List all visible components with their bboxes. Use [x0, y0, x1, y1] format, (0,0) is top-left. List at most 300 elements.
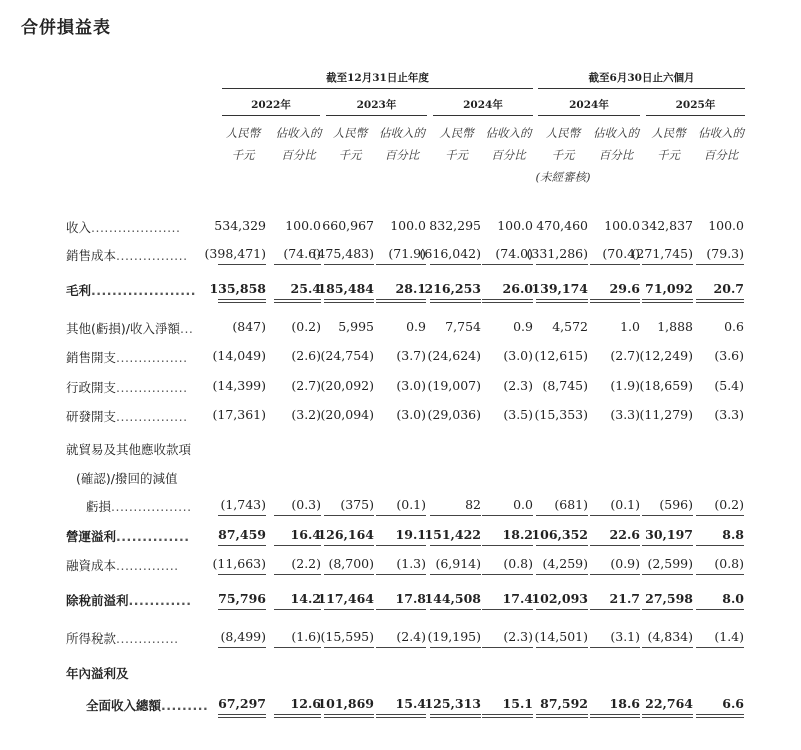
column-subheader	[694, 122, 748, 166]
table-cell: (24,624)	[427, 348, 481, 363]
cell-underline	[590, 574, 640, 575]
cell-underline	[696, 545, 744, 546]
table-cell: 17.4	[502, 591, 533, 606]
cell-underline	[482, 714, 533, 715]
table-cell: 17.8	[395, 591, 426, 606]
table-cell: (0.2)	[291, 319, 321, 334]
table-cell: 21.7	[609, 591, 640, 606]
cell-underline	[536, 302, 588, 303]
cell-underline	[482, 717, 533, 718]
table-cell: 216,253	[424, 281, 481, 296]
table-cell: (71.9)	[388, 246, 426, 261]
column-subheader-line: 佔收入的	[485, 126, 532, 140]
dot-leader: ................	[116, 409, 188, 424]
cell-underline	[430, 515, 481, 516]
column-subheader-line: 人民幣	[545, 126, 581, 140]
cell-underline	[536, 609, 588, 610]
group-underline	[222, 88, 533, 89]
cell-underline	[590, 647, 640, 648]
column-subheader	[272, 122, 325, 166]
cell-underline	[218, 714, 266, 715]
dot-leader: ....................	[91, 220, 181, 235]
column-subheader-line: 佔收入的	[593, 126, 639, 140]
table-cell: (19,007)	[427, 378, 481, 393]
cell-underline	[696, 264, 744, 265]
cell-underline	[696, 302, 744, 303]
table-cell: 18.2	[502, 527, 533, 542]
cell-underline	[274, 264, 321, 265]
cell-underline	[430, 299, 481, 300]
cell-underline	[536, 515, 588, 516]
row-label	[76, 469, 226, 487]
cell-underline	[218, 647, 266, 648]
cell-underline	[696, 609, 744, 610]
table-cell: 139,174	[531, 281, 588, 296]
year-header: 2023年	[356, 99, 397, 111]
table-cell: 100.0	[604, 218, 640, 233]
table-cell: 660,967	[322, 218, 374, 233]
cell-underline	[642, 545, 693, 546]
table-cell: (29,036)	[427, 407, 481, 422]
table-cell: (0.1)	[396, 497, 426, 512]
cell-underline	[274, 302, 321, 303]
table-cell: (2.4)	[396, 629, 426, 644]
cell-underline	[482, 302, 533, 303]
cell-underline	[376, 717, 426, 718]
row-label-text: 行政開支	[66, 380, 117, 395]
table-cell: (17,361)	[212, 407, 266, 422]
year-header: 2025年	[675, 99, 716, 111]
row-label	[66, 629, 216, 647]
table-cell: (14,399)	[212, 378, 266, 393]
cell-underline	[642, 647, 693, 648]
cell-underline	[324, 264, 374, 265]
cell-underline	[324, 609, 374, 610]
table-cell: 101,869	[317, 696, 374, 711]
table-cell: (1.6)	[291, 629, 321, 644]
cell-underline	[590, 515, 640, 516]
cell-underline	[274, 574, 321, 575]
table-cell: (2.7)	[291, 378, 321, 393]
row-label	[66, 407, 216, 425]
cell-underline	[590, 264, 640, 265]
cell-underline	[642, 515, 693, 516]
cell-underline	[376, 299, 426, 300]
table-cell: (3.0)	[503, 348, 533, 363]
dot-leader: ............	[128, 593, 192, 608]
dot-leader: ...	[179, 321, 194, 336]
table-cell: (3.5)	[503, 407, 533, 422]
dot-leader: .........	[161, 698, 209, 713]
cell-underline	[536, 717, 588, 718]
cell-underline	[376, 647, 426, 648]
cell-underline	[590, 717, 640, 718]
cell-underline	[376, 545, 426, 546]
table-cell: 8.0	[722, 591, 744, 606]
table-cell: (847)	[232, 319, 266, 334]
row-label-text: 虧損	[86, 499, 112, 514]
table-cell: (4,259)	[542, 556, 588, 571]
row-label	[66, 246, 216, 264]
table-cell: (11,663)	[212, 556, 266, 571]
table-cell: (0.1)	[610, 497, 640, 512]
cell-underline	[482, 574, 533, 575]
cell-underline	[218, 717, 266, 718]
table-cell: (12,249)	[639, 348, 693, 363]
cell-underline	[324, 717, 374, 718]
table-cell: 151,422	[424, 527, 481, 542]
table-cell: (1,743)	[220, 497, 266, 512]
table-cell: 8.8	[722, 527, 744, 542]
row-label	[66, 281, 216, 299]
table-cell: (375)	[340, 497, 374, 512]
table-cell: 342,837	[641, 218, 693, 233]
row-label-text: (確認)/撥回的減值	[76, 471, 178, 486]
table-cell: (681)	[554, 497, 588, 512]
column-subheader-line: 千元	[657, 148, 680, 162]
column-subheader-line: 佔收入的	[698, 126, 744, 140]
table-cell: (19,195)	[427, 629, 481, 644]
dot-leader: ................	[116, 380, 188, 395]
table-cell: (2.2)	[291, 556, 321, 571]
table-cell: (2.7)	[610, 348, 640, 363]
table-cell: (271,745)	[631, 246, 693, 261]
column-subheader	[322, 122, 378, 166]
table-cell: (74.6)	[283, 246, 321, 261]
table-cell: 102,093	[531, 591, 588, 606]
table-cell: 67,297	[218, 696, 266, 711]
table-cell: (14,501)	[534, 629, 588, 644]
table-cell: 117,464	[317, 591, 374, 606]
table-cell: 12.6	[290, 696, 321, 711]
row-label	[66, 527, 216, 545]
cell-underline	[324, 574, 374, 575]
column-subheader	[374, 122, 430, 166]
table-cell: 100.0	[390, 218, 426, 233]
column-subheader-line: 人民幣	[332, 126, 368, 140]
table-cell: 1.0	[620, 319, 640, 334]
table-cell: 100.0	[497, 218, 533, 233]
table-cell: (2.3)	[503, 629, 533, 644]
table-cell: 106,352	[531, 527, 588, 542]
column-subheader	[534, 122, 592, 188]
dot-leader: ................	[116, 248, 188, 263]
cell-underline	[696, 299, 744, 300]
row-label	[66, 378, 216, 396]
cell-underline	[590, 714, 640, 715]
cell-underline	[324, 714, 374, 715]
cell-underline	[274, 647, 321, 648]
dot-leader: ................	[116, 350, 188, 365]
table-cell: (398,471)	[204, 246, 266, 261]
row-label-text: 全面收入總額	[86, 698, 162, 713]
period-group-header: 截至12月31日止年度	[326, 72, 429, 84]
year-underline	[646, 115, 745, 116]
column-subheader-line: 百分比	[384, 148, 420, 162]
table-cell: 0.0	[513, 497, 533, 512]
year-underline	[433, 115, 533, 116]
column-subheader-line: 百分比	[703, 148, 739, 162]
table-cell: (3.3)	[714, 407, 744, 422]
cell-underline	[642, 609, 693, 610]
column-subheader	[216, 122, 270, 166]
table-cell: 15.1	[502, 696, 533, 711]
row-label	[66, 348, 216, 366]
cell-underline	[430, 574, 481, 575]
column-subheader-line: 人民幣	[439, 126, 474, 140]
column-subheader-line: 千元	[445, 148, 468, 162]
cell-underline	[590, 302, 640, 303]
cell-underline	[536, 647, 588, 648]
table-cell: (18,659)	[639, 378, 693, 393]
column-subheader-line: 百分比	[491, 148, 526, 162]
row-label-text: 其他(虧損)/收入淨額	[66, 321, 180, 336]
table-cell: (1.9)	[610, 378, 640, 393]
cell-underline	[324, 302, 374, 303]
table-cell: (3.6)	[714, 348, 744, 363]
cell-underline	[376, 515, 426, 516]
table-cell: (3.3)	[610, 407, 640, 422]
row-label-text: 銷售成本	[66, 248, 117, 263]
row-label-text: 研發開支	[66, 409, 117, 424]
cell-underline	[430, 714, 481, 715]
cell-underline	[376, 714, 426, 715]
table-cell: 7,754	[445, 319, 481, 334]
row-label	[66, 664, 216, 682]
cell-underline	[590, 545, 640, 546]
row-label-text: 所得稅款	[66, 631, 117, 646]
cell-underline	[536, 574, 588, 575]
table-cell: 20.7	[713, 281, 744, 296]
table-cell: (12,615)	[534, 348, 588, 363]
table-cell: (74.0)	[495, 246, 533, 261]
row-label-text: 就貿易及其他應收款項	[66, 442, 192, 457]
column-subheader	[428, 122, 485, 166]
cell-underline	[376, 609, 426, 610]
table-cell: 19.1	[395, 527, 426, 542]
table-cell: (0.3)	[291, 497, 321, 512]
cell-underline	[536, 299, 588, 300]
year-header: 2024年	[463, 99, 503, 111]
table-cell: 14.2	[290, 591, 321, 606]
cell-underline	[274, 714, 321, 715]
table-cell: (0.9)	[610, 556, 640, 571]
table-cell: 22,764	[645, 696, 693, 711]
row-label	[66, 218, 216, 236]
cell-underline	[430, 717, 481, 718]
table-cell: 534,329	[214, 218, 266, 233]
table-cell: 0.6	[724, 319, 744, 334]
table-cell: 28.1	[395, 281, 426, 296]
cell-underline	[274, 609, 321, 610]
table-cell: (4,834)	[647, 629, 693, 644]
table-cell: 0.9	[406, 319, 426, 334]
table-cell: 1,888	[657, 319, 693, 334]
table-cell: 126,164	[317, 527, 374, 542]
table-cell: 87,592	[540, 696, 588, 711]
cell-underline	[376, 302, 426, 303]
table-cell: (8,700)	[328, 556, 374, 571]
table-cell: 25.4	[290, 281, 321, 296]
cell-underline	[482, 545, 533, 546]
table-cell: (8,745)	[542, 378, 588, 393]
table-cell: (11,279)	[639, 407, 693, 422]
cell-underline	[324, 647, 374, 648]
table-cell: (20,094)	[320, 407, 374, 422]
table-cell: 22.6	[609, 527, 640, 542]
table-cell: (2.3)	[503, 378, 533, 393]
cell-underline	[642, 714, 693, 715]
table-cell: (15,595)	[320, 629, 374, 644]
table-cell: (24,754)	[320, 348, 374, 363]
column-subheader	[480, 122, 537, 166]
table-cell: (3.1)	[610, 629, 640, 644]
cell-underline	[590, 299, 640, 300]
cell-underline	[218, 515, 266, 516]
column-subheader-line: 人民幣	[651, 126, 686, 140]
year-underline	[326, 115, 427, 116]
cell-underline	[218, 264, 266, 265]
column-subheader-line: 佔收入的	[275, 126, 322, 140]
cell-underline	[696, 717, 744, 718]
cell-underline	[430, 302, 481, 303]
cell-underline	[642, 574, 693, 575]
cell-underline	[590, 609, 640, 610]
page-title: 合併損益表	[21, 18, 111, 38]
cell-underline	[642, 302, 693, 303]
dot-leader: ..............	[116, 529, 190, 544]
column-subheader-line: (未經審核)	[535, 170, 591, 184]
cell-underline	[274, 545, 321, 546]
cell-underline	[430, 609, 481, 610]
dot-leader: ..................	[111, 499, 192, 514]
dot-leader: ..............	[116, 631, 179, 646]
column-subheader-line: 千元	[231, 148, 255, 162]
table-cell: (2.6)	[291, 348, 321, 363]
table-cell: 185,484	[317, 281, 374, 296]
table-cell: 832,295	[429, 218, 481, 233]
cell-underline	[430, 264, 481, 265]
table-cell: (3.0)	[396, 407, 426, 422]
cell-underline	[274, 717, 321, 718]
year-underline	[222, 115, 320, 116]
cell-underline	[482, 647, 533, 648]
table-cell: (1.3)	[396, 556, 426, 571]
table-cell: 26.0	[502, 281, 533, 296]
table-cell: 125,313	[424, 696, 481, 711]
table-cell: (20,092)	[320, 378, 374, 393]
column-subheader	[588, 122, 644, 166]
table-cell: (0.8)	[714, 556, 744, 571]
cell-underline	[482, 515, 533, 516]
cell-underline	[696, 647, 744, 648]
cell-underline	[642, 299, 693, 300]
dot-leader: ....................	[91, 283, 196, 298]
cell-underline	[324, 299, 374, 300]
table-cell: (0.8)	[503, 556, 533, 571]
row-label-text: 銷售開支	[66, 350, 117, 365]
cell-underline	[696, 714, 744, 715]
year-header: 2022年	[251, 99, 291, 111]
table-cell: 100.0	[708, 218, 744, 233]
cell-underline	[430, 647, 481, 648]
table-cell: 27,598	[645, 591, 693, 606]
cell-underline	[218, 299, 266, 300]
row-label	[66, 319, 216, 337]
cell-underline	[218, 545, 266, 546]
table-cell: 4,572	[552, 319, 588, 334]
table-cell: (331,286)	[526, 246, 588, 261]
row-label	[66, 556, 216, 574]
cell-underline	[376, 264, 426, 265]
cell-underline	[324, 515, 374, 516]
cell-underline	[274, 299, 321, 300]
row-label-text: 年內溢利及	[66, 666, 129, 681]
table-cell: (15,353)	[534, 407, 588, 422]
cell-underline	[482, 299, 533, 300]
group-underline	[538, 88, 745, 89]
table-cell: (2,599)	[647, 556, 693, 571]
cell-underline	[536, 714, 588, 715]
table-cell: 30,197	[645, 527, 693, 542]
table-cell: (0.2)	[714, 497, 744, 512]
row-label-text: 除稅前溢利	[66, 593, 129, 608]
table-cell: 100.0	[285, 218, 321, 233]
table-cell: (596)	[659, 497, 693, 512]
table-cell: (14,049)	[212, 348, 266, 363]
table-cell: (475,483)	[312, 246, 374, 261]
table-cell: 75,796	[218, 591, 266, 606]
table-cell: 144,508	[424, 591, 481, 606]
table-cell: 6.6	[722, 696, 744, 711]
column-subheader-line: 人民幣	[225, 126, 261, 140]
row-label-text: 毛利	[66, 283, 92, 298]
cell-underline	[324, 545, 374, 546]
cell-underline	[218, 609, 266, 610]
cell-underline	[536, 264, 588, 265]
cell-underline	[430, 545, 481, 546]
table-cell: 29.6	[609, 281, 640, 296]
period-group-header: 截至6月30日止六個月	[588, 72, 695, 84]
column-subheader	[640, 122, 697, 166]
row-label	[66, 440, 216, 458]
table-cell: (1.4)	[714, 629, 744, 644]
cell-underline	[696, 574, 744, 575]
cell-underline	[482, 609, 533, 610]
table-cell: 15.4	[395, 696, 426, 711]
row-label-text: 收入	[66, 220, 92, 235]
table-cell: (3.2)	[291, 407, 321, 422]
table-cell: 71,092	[645, 281, 693, 296]
column-subheader-line: 千元	[551, 148, 575, 162]
year-underline	[538, 115, 640, 116]
table-cell: 135,858	[209, 281, 266, 296]
table-cell: (616,042)	[419, 246, 481, 261]
cell-underline	[218, 574, 266, 575]
table-cell: (3.7)	[396, 348, 426, 363]
table-cell: (8,499)	[220, 629, 266, 644]
dot-leader: ..............	[116, 558, 179, 573]
table-cell: 0.9	[513, 319, 533, 334]
table-cell: (3.0)	[396, 378, 426, 393]
column-subheader-line: 百分比	[598, 148, 634, 162]
table-cell: (70.4)	[602, 246, 640, 261]
cell-underline	[696, 515, 744, 516]
table-cell: 82	[465, 497, 481, 512]
table-cell: (6,914)	[435, 556, 481, 571]
table-cell: 5,995	[338, 319, 374, 334]
table-cell: (5.4)	[714, 378, 744, 393]
